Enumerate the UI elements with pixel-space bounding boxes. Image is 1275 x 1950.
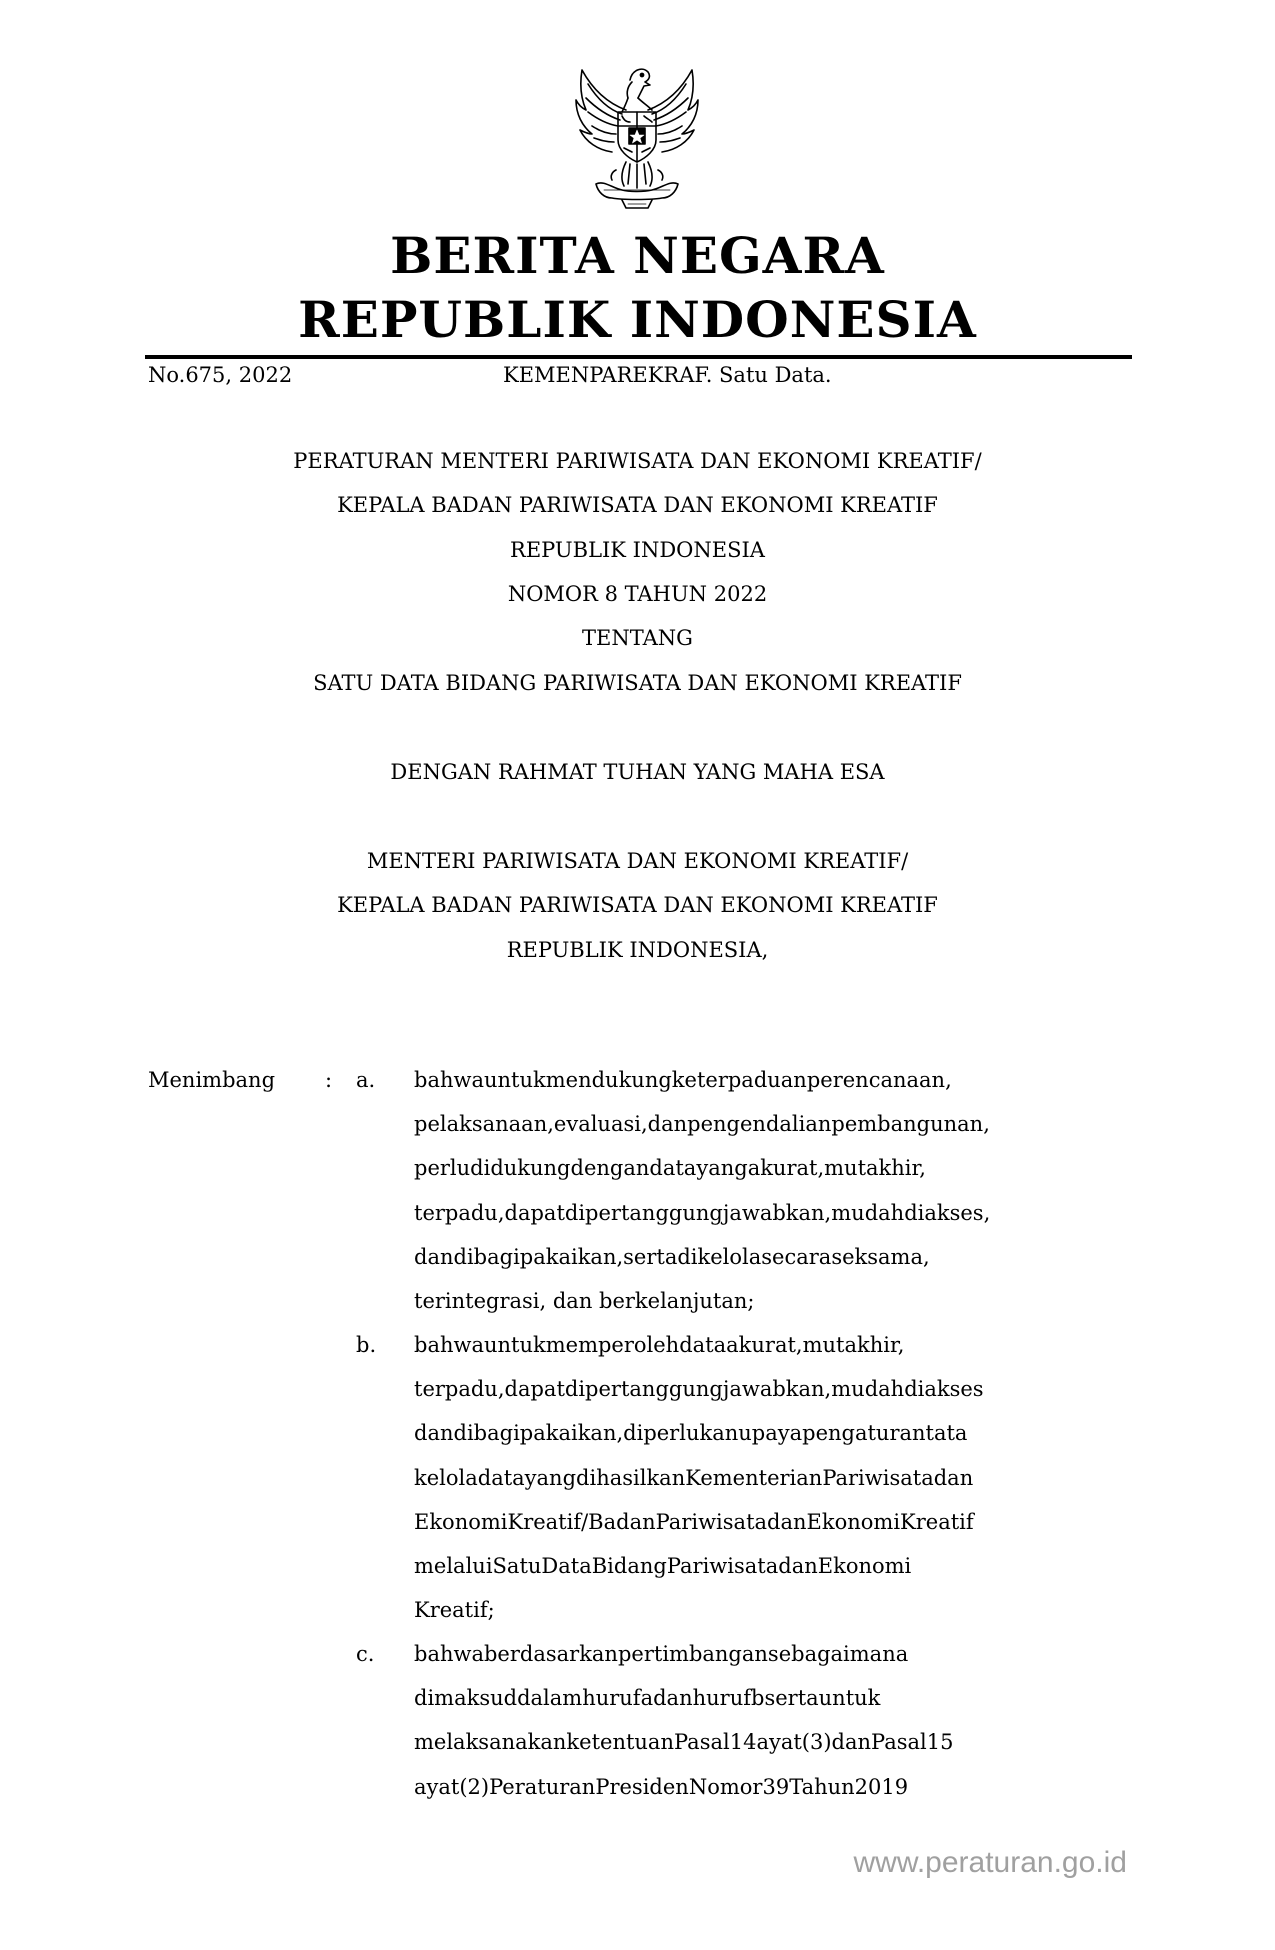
item-letter: b. [356, 1333, 377, 1357]
word: diperlukan [623, 1421, 739, 1446]
item-line [414, 1544, 1131, 1588]
word: mutakhir, [824, 1156, 926, 1181]
item-letter: a. [356, 1068, 376, 1092]
word: huruf [582, 1686, 641, 1711]
item-line [414, 1367, 1131, 1411]
invocation: DENGAN RAHMAT TUHAN YANG MAHA ESA [390, 760, 885, 784]
word: dengan [570, 1156, 650, 1181]
item-line: Kreatif; [414, 1598, 495, 1623]
word: kelola [414, 1465, 478, 1490]
word: Pariwisata [666, 1554, 779, 1579]
considering-item-b [414, 1323, 1131, 1632]
word: Kementerian [685, 1465, 823, 1490]
word: dan [414, 1421, 454, 1446]
word: Ekonomi [414, 1509, 508, 1534]
word: pengendalian [687, 1112, 832, 1137]
word: dikelola [677, 1244, 762, 1269]
word: Ekonomi [806, 1509, 901, 1534]
item-line [414, 1720, 1131, 1764]
word: untuk [483, 1333, 546, 1357]
word: perlu [414, 1156, 471, 1181]
word: perencanaan, [806, 1068, 952, 1092]
word: dan [831, 1730, 872, 1755]
word: (3) [801, 1730, 832, 1755]
word: upaya [738, 1421, 803, 1446]
word: Ekonomi [817, 1554, 912, 1579]
word: Pariwisata [655, 1509, 768, 1534]
word: 39 [762, 1774, 790, 1799]
word: dan [933, 1465, 974, 1490]
item-line [414, 1235, 1131, 1279]
masthead-title-line1: BERITA NEGARA [390, 226, 885, 285]
word: Pasal [673, 1730, 730, 1755]
word: diakses, [904, 1200, 991, 1225]
word: pengaturan [802, 1421, 926, 1446]
regulation-about: TENTANG [582, 626, 693, 650]
word: mutakhir, [802, 1333, 905, 1357]
word: (2) [459, 1774, 490, 1799]
regulation-title-line: REPUBLIK INDONESIA [510, 538, 765, 562]
word: akurat, [747, 1156, 825, 1181]
word: Tahun [789, 1774, 855, 1799]
word: Data [541, 1554, 592, 1579]
masthead-title-line2: REPUBLIK INDONESIA [298, 290, 977, 349]
considering-colon: : [325, 1068, 333, 1092]
word: mudah [831, 1200, 905, 1225]
word: 14 [729, 1730, 757, 1755]
word: Presiden [595, 1774, 689, 1799]
regulation-subject: SATU DATA BIDANG PARIWISATA DAN EKONOMI KREATIF [313, 671, 962, 695]
item-line [414, 1146, 1131, 1190]
word: b [751, 1686, 765, 1711]
word: bahwa [414, 1068, 484, 1092]
item-line [414, 1676, 1131, 1720]
item-line [414, 1191, 1131, 1235]
word: serta [764, 1686, 819, 1711]
item-line [414, 1323, 1131, 1367]
word: Kreatif [900, 1509, 974, 1534]
word: yang [524, 1465, 577, 1490]
word: ayat [414, 1774, 460, 1799]
word: Pariwisata [822, 1465, 934, 1490]
word: Kreatif/Badan [507, 1509, 656, 1534]
word: ayat [756, 1730, 802, 1755]
source-url-watermark[interactable]: www.peraturan.go.id [853, 1846, 1127, 1879]
word: dan [653, 1686, 693, 1711]
word: seksama, [831, 1244, 930, 1269]
word: bahwa [414, 1333, 484, 1357]
word: dan [414, 1244, 454, 1269]
word: dipertanggungjawabkan, [564, 1377, 832, 1402]
word: ketentuan [566, 1730, 674, 1755]
word: dan [778, 1554, 818, 1579]
word: dalam [517, 1686, 583, 1711]
word: berdasarkan [483, 1642, 618, 1666]
word: untuk [818, 1686, 881, 1711]
considering-item-c [414, 1632, 1131, 1809]
word: Nomor [688, 1774, 763, 1799]
considering-item-a [414, 1058, 1131, 1323]
word: dimaksud [414, 1686, 518, 1711]
word: a [640, 1686, 654, 1711]
word: mendukung [545, 1068, 672, 1092]
issue-number: No.675, 2022 [148, 363, 293, 387]
authority-line: REPUBLIK INDONESIA, [506, 938, 769, 962]
word: terpadu, [414, 1200, 505, 1225]
item-line [414, 1456, 1131, 1500]
word: melalui [414, 1554, 493, 1579]
item-letter: c. [356, 1642, 375, 1666]
word: data [679, 1333, 727, 1357]
word: akurat, [726, 1333, 803, 1357]
word: dan [647, 1112, 688, 1137]
word: dan [767, 1509, 807, 1534]
word: dihasilkan [576, 1465, 686, 1490]
item-line [414, 1102, 1131, 1146]
word: melaksanakan [414, 1730, 567, 1755]
word: yang [696, 1156, 748, 1181]
word: bahwa [414, 1642, 484, 1666]
word: mudah [831, 1377, 905, 1402]
word: tata [925, 1421, 968, 1446]
word: 15 [926, 1730, 954, 1755]
word: didukung [470, 1156, 571, 1181]
word: dibagipakaikan, [453, 1244, 624, 1269]
word: terpadu, [414, 1377, 505, 1402]
word: diakses [904, 1377, 984, 1402]
word: untuk [483, 1068, 546, 1092]
authority-line: MENTERI PARIWISATA DAN EKONOMI KREATIF/ [366, 849, 909, 873]
word: pelaksanaan, [414, 1112, 554, 1137]
word: sebagaimana [767, 1642, 909, 1666]
word: Bidang [591, 1554, 667, 1579]
word: pembangunan, [831, 1112, 990, 1137]
item-line [414, 1500, 1131, 1544]
word: data [649, 1156, 697, 1181]
regulation-title-line: KEPALA BADAN PARIWISATA DAN EKONOMI KREATIF [337, 493, 938, 517]
masthead-divider [145, 355, 1132, 359]
word: dibagipakaikan, [453, 1421, 624, 1446]
word: secara [761, 1244, 832, 1269]
item-line [414, 1058, 1131, 1102]
item-line [414, 1411, 1131, 1455]
garuda-emblem-icon [552, 52, 722, 220]
considering-label: Menimbang [148, 1068, 276, 1092]
word: pertimbangan [617, 1642, 768, 1666]
word: memperoleh [545, 1333, 680, 1357]
word: huruf [692, 1686, 751, 1711]
word: keterpaduan [671, 1068, 807, 1092]
item-line: terintegrasi, dan berkelanjutan; [414, 1289, 755, 1314]
item-line [414, 1765, 1131, 1809]
word: evaluasi, [553, 1112, 648, 1137]
word: data [477, 1465, 525, 1490]
item-line [414, 1632, 1131, 1676]
authority-line: KEPALA BADAN PARIWISATA DAN EKONOMI KREATIF [337, 893, 938, 917]
word: Pasal [871, 1730, 927, 1755]
word: dapat [504, 1200, 565, 1225]
word: 2019 [854, 1774, 909, 1799]
word: serta [623, 1244, 678, 1269]
regulation-number: NOMOR 8 TAHUN 2022 [507, 582, 768, 606]
word: dapat [504, 1377, 565, 1402]
word: Peraturan [489, 1774, 596, 1799]
word: Satu [492, 1554, 542, 1579]
regulation-title-line: PERATURAN MENTERI PARIWISATA DAN EKONOMI KREATIF/ [293, 449, 982, 473]
word: dipertanggungjawabkan, [564, 1200, 832, 1225]
issue-topic: KEMENPAREKRAF. Satu Data. [503, 363, 832, 387]
